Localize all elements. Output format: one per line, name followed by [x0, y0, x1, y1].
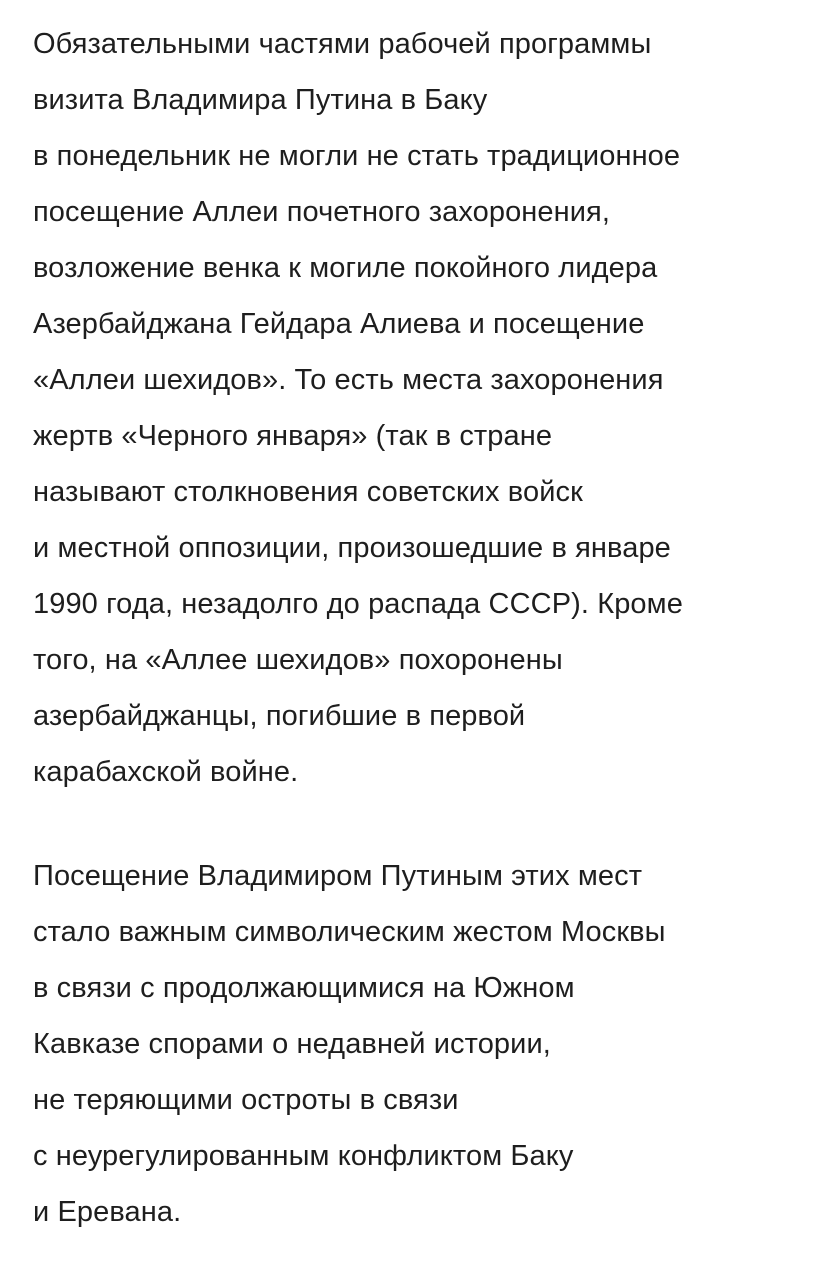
text-line: не теряющими остроты в связи: [33, 1084, 459, 1116]
text-line: 1990 года, незадолго до распада СССР). Кроме: [33, 588, 683, 620]
text-line: того, на «Аллее шехидов» похоронены: [33, 644, 563, 676]
text-line: называют столкновения советских войск: [33, 476, 583, 508]
text-line: карабахской войне.: [33, 756, 299, 788]
text-line: Кавказе спорами о недавней истории,: [33, 1028, 551, 1060]
text-line: в связи с продолжающимися на Южном: [33, 972, 575, 1004]
text-line: жертв «Черного января» (так в стране: [33, 420, 553, 452]
text-line: стало важным символическим жестом Москвы: [33, 916, 666, 948]
paragraph-1: [33, 16, 813, 800]
text-line: визита Владимира Путина в Баку: [33, 84, 488, 116]
text-line: Обязательными частями рабочей программы: [33, 28, 652, 60]
paragraph-2: [33, 848, 813, 1240]
text-line: в понедельник не могли не стать традиционное: [33, 140, 681, 172]
article-body: [33, 16, 813, 1240]
text-line: посещение Аллеи почетного захоронения,: [33, 196, 611, 228]
text-line: «Аллеи шехидов». То есть места захоронения: [33, 364, 664, 396]
text-line: Азербайджана Гейдара Алиева и посещение: [33, 308, 645, 340]
text-line: и местной оппозиции, произошедшие в январе: [33, 532, 671, 564]
text-line: и Еревана.: [33, 1196, 182, 1228]
text-line: возложение венка к могиле покойного лидера: [33, 252, 658, 284]
text-line: азербайджанцы, погибшие в первой: [33, 700, 526, 732]
text-line: с неурегулированным конфликтом Баку: [33, 1140, 574, 1172]
text-line: Посещение Владимиром Путиным этих мест: [33, 860, 643, 892]
